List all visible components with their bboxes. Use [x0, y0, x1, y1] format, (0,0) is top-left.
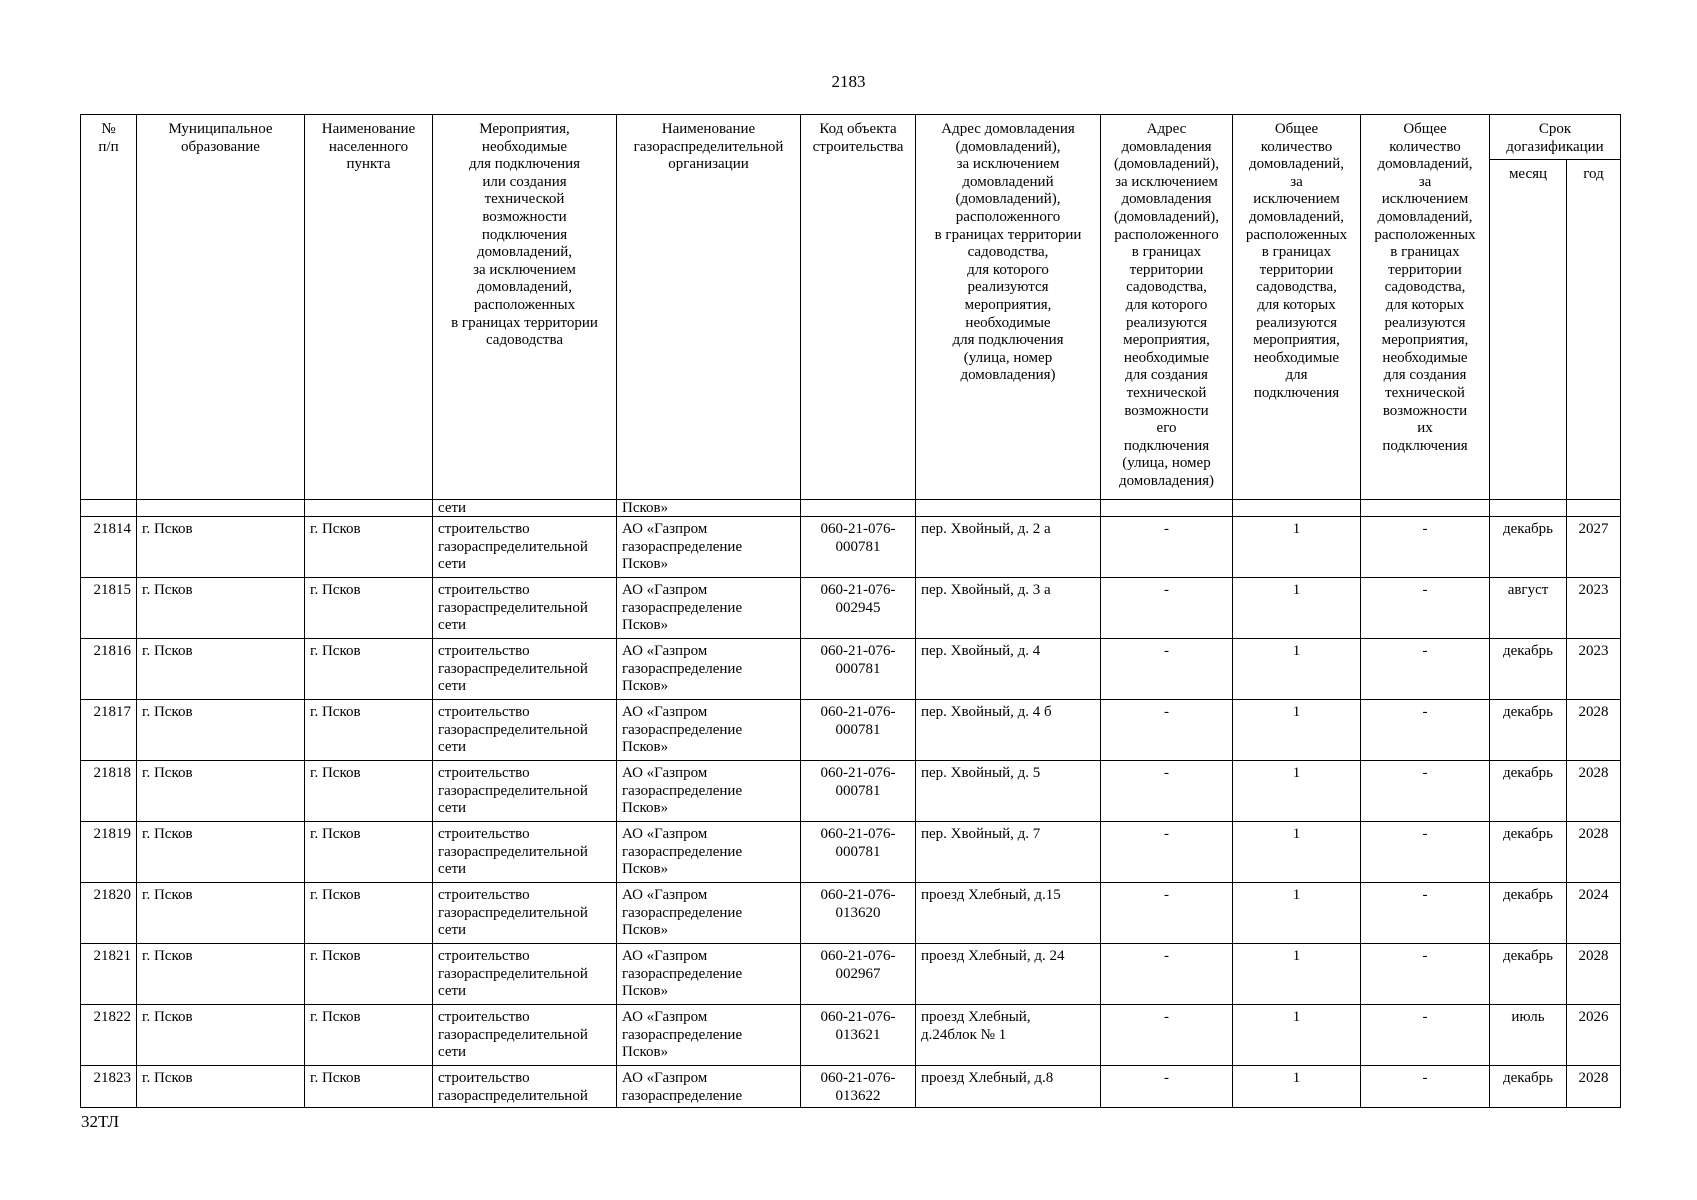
- row-month: декабрь: [1490, 761, 1567, 822]
- continuation-gas-org: Псков»: [617, 500, 801, 517]
- row-settlement: г. Псков: [305, 944, 433, 1005]
- row-address: пер. Хвойный, д. 7: [916, 822, 1101, 883]
- row-municipality: г. Псков: [137, 761, 305, 822]
- row-total-connect: 1: [1233, 883, 1361, 944]
- row-total-tech: -: [1361, 639, 1490, 700]
- row-municipality: г. Псков: [137, 822, 305, 883]
- row-municipality: г. Псков: [137, 639, 305, 700]
- table-row: [81, 517, 1621, 578]
- row-year: 2024: [1567, 883, 1621, 944]
- row-month: декабрь: [1490, 944, 1567, 1005]
- row-year: 2027: [1567, 517, 1621, 578]
- row-gas-org: АО «Газпром газораспределение Псков»: [617, 578, 801, 639]
- row-total-tech: -: [1361, 944, 1490, 1005]
- table-row: [81, 883, 1621, 944]
- row-settlement: г. Псков: [305, 639, 433, 700]
- row-number: 21822: [81, 1005, 137, 1066]
- continuation-measures: сети: [433, 500, 617, 517]
- row-number: 21823: [81, 1066, 137, 1108]
- row-address: проезд Хлебный, д.8: [916, 1066, 1101, 1108]
- row-year: 2028: [1567, 944, 1621, 1005]
- row-total-connect: 1: [1233, 944, 1361, 1005]
- gasification-table: [80, 114, 1621, 1108]
- row-year: 2028: [1567, 700, 1621, 761]
- row-number: 21819: [81, 822, 137, 883]
- row-measures: строительство газораспределительной сети: [433, 883, 617, 944]
- row-address: пер. Хвойный, д. 4: [916, 639, 1101, 700]
- row-month: август: [1490, 578, 1567, 639]
- row-total-connect: 1: [1233, 639, 1361, 700]
- row-year: 2028: [1567, 1066, 1621, 1108]
- header-measures: Мероприятия, необходимые для подключения или создания технической возможности подключения домовладений, за исключением домовладений, расположенных в границах территории садоводства: [433, 115, 617, 500]
- header-deadline: Срок догазификации: [1490, 115, 1621, 160]
- header-settlement: Наименование населенного пункта: [305, 115, 433, 500]
- row-total-connect: 1: [1233, 517, 1361, 578]
- row-address: пер. Хвойный, д. 5: [916, 761, 1101, 822]
- row-object-code: 060-21-076- 000781: [801, 761, 916, 822]
- row-municipality: г. Псков: [137, 578, 305, 639]
- row-measures: строительство газораспределительной сети: [433, 578, 617, 639]
- row-address-garden: -: [1101, 700, 1233, 761]
- row-total-tech: -: [1361, 883, 1490, 944]
- row-address: проезд Хлебный, д.24блок № 1: [916, 1005, 1101, 1066]
- row-municipality: г. Псков: [137, 883, 305, 944]
- row-gas-org: АО «Газпром газораспределение Псков»: [617, 822, 801, 883]
- header-total-tech: Общее количество домовладений, за исключением домовладений, расположенных в границах территории садоводства, для которых реализуются мероприятия, необходимые для создания технической возможности их подключения: [1361, 115, 1490, 500]
- row-total-connect: 1: [1233, 822, 1361, 883]
- table-row: [81, 1005, 1621, 1066]
- header-gas-org: Наименование газораспределительной организации: [617, 115, 801, 500]
- row-total-connect: 1: [1233, 1005, 1361, 1066]
- row-municipality: г. Псков: [137, 1005, 305, 1066]
- table-row: [81, 639, 1621, 700]
- row-year: 2028: [1567, 761, 1621, 822]
- row-gas-org: АО «Газпром газораспределение Псков»: [617, 700, 801, 761]
- row-address: пер. Хвойный, д. 2 а: [916, 517, 1101, 578]
- row-measures: строительство газораспределительной сети: [433, 700, 617, 761]
- table-row: [81, 578, 1621, 639]
- row-total-tech: -: [1361, 517, 1490, 578]
- row-total-tech: -: [1361, 1066, 1490, 1108]
- row-month: декабрь: [1490, 517, 1567, 578]
- header-municipality: Муниципальное образование: [137, 115, 305, 500]
- table-row: [81, 1066, 1621, 1108]
- row-object-code: 060-21-076- 000781: [801, 517, 916, 578]
- row-object-code: 060-21-076- 013622: [801, 1066, 916, 1108]
- row-settlement: г. Псков: [305, 517, 433, 578]
- row-address-garden: -: [1101, 1005, 1233, 1066]
- row-municipality: г. Псков: [137, 517, 305, 578]
- row-month: декабрь: [1490, 822, 1567, 883]
- row-total-tech: -: [1361, 761, 1490, 822]
- row-number: 21815: [81, 578, 137, 639]
- row-settlement: г. Псков: [305, 883, 433, 944]
- header-num: № п/п: [81, 115, 137, 500]
- row-gas-org: АО «Газпром газораспределение: [617, 1066, 801, 1108]
- row-gas-org: АО «Газпром газораспределение Псков»: [617, 1005, 801, 1066]
- row-gas-org: АО «Газпром газораспределение Псков»: [617, 517, 801, 578]
- row-total-tech: -: [1361, 578, 1490, 639]
- row-month: декабрь: [1490, 883, 1567, 944]
- row-month: июль: [1490, 1005, 1567, 1066]
- footer-code: 32ТЛ: [81, 1112, 120, 1131]
- row-number: 21817: [81, 700, 137, 761]
- row-settlement: г. Псков: [305, 822, 433, 883]
- row-settlement: г. Псков: [305, 761, 433, 822]
- row-number: 21816: [81, 639, 137, 700]
- row-municipality: г. Псков: [137, 944, 305, 1005]
- row-year: 2028: [1567, 822, 1621, 883]
- row-address-garden: -: [1101, 1066, 1233, 1108]
- row-gas-org: АО «Газпром газораспределение Псков»: [617, 761, 801, 822]
- page-number: 2183: [831, 72, 866, 91]
- header-object-code: Код объекта строительства: [801, 115, 916, 500]
- row-address-garden: -: [1101, 822, 1233, 883]
- row-measures: строительство газораспределительной сети: [433, 822, 617, 883]
- row-month: декабрь: [1490, 700, 1567, 761]
- row-measures: строительство газораспределительной сети: [433, 944, 617, 1005]
- row-number: 21820: [81, 883, 137, 944]
- table-row: [81, 822, 1621, 883]
- table-row: [81, 761, 1621, 822]
- row-gas-org: АО «Газпром газораспределение Псков»: [617, 883, 801, 944]
- row-address-garden: -: [1101, 944, 1233, 1005]
- row-year: 2023: [1567, 578, 1621, 639]
- row-year: 2026: [1567, 1005, 1621, 1066]
- row-year: 2023: [1567, 639, 1621, 700]
- row-number: 21818: [81, 761, 137, 822]
- header-year: год: [1567, 160, 1621, 500]
- row-measures: строительство газораспределительной: [433, 1066, 617, 1108]
- row-object-code: 060-21-076- 013621: [801, 1005, 916, 1066]
- row-total-connect: 1: [1233, 578, 1361, 639]
- row-object-code: 060-21-076- 000781: [801, 639, 916, 700]
- row-address-garden: -: [1101, 761, 1233, 822]
- row-address: проезд Хлебный, д. 24: [916, 944, 1101, 1005]
- row-total-connect: 1: [1233, 700, 1361, 761]
- row-object-code: 060-21-076- 002945: [801, 578, 916, 639]
- row-settlement: г. Псков: [305, 1005, 433, 1066]
- row-settlement: г. Псков: [305, 578, 433, 639]
- row-measures: строительство газораспределительной сети: [433, 639, 617, 700]
- continuation-row: [81, 500, 1621, 517]
- row-measures: строительство газораспределительной сети: [433, 761, 617, 822]
- row-address-garden: -: [1101, 639, 1233, 700]
- header-address-garden: Адрес домовладения (домовладений), за исключением домовладения (домовладений), расположенного в границах территории садоводства, для которого реализуются мероприятия, необходимые для создания технической возможности его подключения (улица, номер домовладения): [1101, 115, 1233, 500]
- row-address: пер. Хвойный, д. 4 б: [916, 700, 1101, 761]
- row-municipality: г. Псков: [137, 1066, 305, 1108]
- row-gas-org: АО «Газпром газораспределение Псков»: [617, 944, 801, 1005]
- row-total-connect: 1: [1233, 761, 1361, 822]
- row-total-tech: -: [1361, 822, 1490, 883]
- row-month: декабрь: [1490, 639, 1567, 700]
- row-measures: строительство газораспределительной сети: [433, 1005, 617, 1066]
- row-address-garden: -: [1101, 517, 1233, 578]
- row-object-code: 060-21-076- 000781: [801, 822, 916, 883]
- row-address: проезд Хлебный, д.15: [916, 883, 1101, 944]
- row-total-tech: -: [1361, 1005, 1490, 1066]
- header-total-connect: Общее количество домовладений, за исключением домовладений, расположенных в границах территории садоводства, для которых реализуются мероприятия, необходимые для подключения: [1233, 115, 1361, 500]
- row-settlement: г. Псков: [305, 700, 433, 761]
- row-municipality: г. Псков: [137, 700, 305, 761]
- row-number: 21821: [81, 944, 137, 1005]
- row-address-garden: -: [1101, 883, 1233, 944]
- row-measures: строительство газораспределительной сети: [433, 517, 617, 578]
- row-address-garden: -: [1101, 578, 1233, 639]
- header-address-main: Адрес домовладения (домовладений), за исключением домовладений (домовладений), расположенного в границах территории садоводства, для которого реализуются мероприятия, необходимые для подключения (улица, номер домовладения): [916, 115, 1101, 500]
- row-settlement: г. Псков: [305, 1066, 433, 1108]
- table-row: [81, 944, 1621, 1005]
- row-total-connect: 1: [1233, 1066, 1361, 1108]
- row-object-code: 060-21-076- 002967: [801, 944, 916, 1005]
- row-address: пер. Хвойный, д. 3 а: [916, 578, 1101, 639]
- table-row: [81, 700, 1621, 761]
- header-month: месяц: [1490, 160, 1567, 500]
- row-number: 21814: [81, 517, 137, 578]
- row-month: декабрь: [1490, 1066, 1567, 1108]
- row-object-code: 060-21-076- 013620: [801, 883, 916, 944]
- row-total-tech: -: [1361, 700, 1490, 761]
- row-object-code: 060-21-076- 000781: [801, 700, 916, 761]
- row-gas-org: АО «Газпром газораспределение Псков»: [617, 639, 801, 700]
